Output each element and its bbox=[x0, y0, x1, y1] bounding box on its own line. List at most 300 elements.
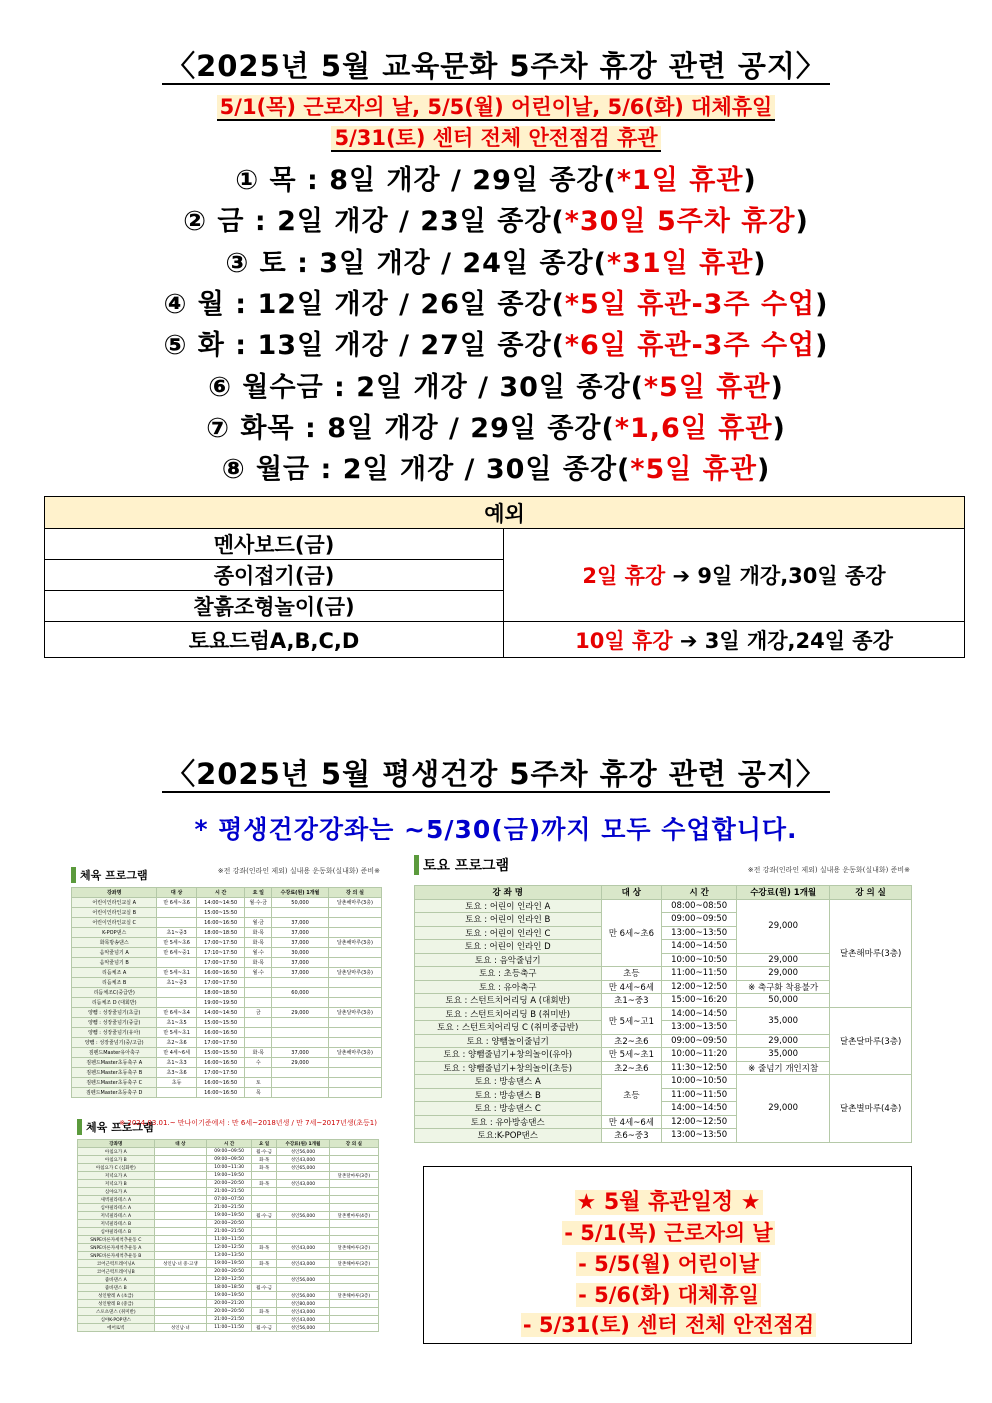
table-cell: 10:00~10:50 bbox=[662, 953, 737, 967]
table-cell bbox=[328, 948, 381, 958]
table-cell: 심야필라테스 A bbox=[78, 1204, 155, 1212]
program-title: 토요 프로그램 bbox=[414, 855, 509, 875]
table-cell: 심야필라테스 B bbox=[78, 1228, 155, 1236]
table-cell: 토요:K-POP댄스 bbox=[415, 1129, 602, 1143]
table-cell: 17:00~17:50 bbox=[196, 978, 245, 988]
table-cell bbox=[328, 928, 381, 938]
table-cell bbox=[245, 988, 272, 998]
exception-class: 멘사보드(금) bbox=[45, 529, 504, 560]
table-cell: 만 5세~초1 bbox=[157, 1028, 196, 1038]
table-row bbox=[72, 998, 382, 1008]
table-row bbox=[78, 1212, 379, 1220]
table-cell: 달촌해마루(3층) bbox=[328, 1048, 381, 1058]
table-row bbox=[72, 918, 382, 928]
schedule-line: ③ 토 : 3일 개강 / 24일 종강(*31일 휴관) bbox=[225, 247, 767, 279]
table-cell: 금 bbox=[245, 1008, 272, 1018]
table-cell: 18:00~18:50 bbox=[207, 1284, 252, 1292]
table-cell bbox=[252, 1220, 277, 1228]
table-cell: 양뺌 : 성장줄넘기(중급) bbox=[72, 1018, 157, 1028]
table-cell bbox=[154, 1212, 207, 1220]
table-cell bbox=[252, 1204, 277, 1212]
table-cell bbox=[154, 1188, 207, 1196]
table-cell bbox=[154, 1156, 207, 1164]
table-cell: 11:30~12:50 bbox=[662, 1061, 737, 1075]
table-cell: 월·수·금 bbox=[252, 1148, 277, 1156]
table-cell bbox=[328, 998, 381, 1008]
table-cell: 13:00~13:50 bbox=[662, 1129, 737, 1143]
table-cell: 아침요가 C (심화반) bbox=[78, 1164, 155, 1172]
table-cell: 저녁요가 A bbox=[78, 1172, 155, 1180]
table-cell: 19:00~19:50 bbox=[207, 1292, 252, 1300]
table-cell: 초2~초6 bbox=[601, 1034, 662, 1048]
table-cell: 만 4세~6세 bbox=[157, 1048, 196, 1058]
table-cell bbox=[272, 1018, 329, 1028]
table-cell: 13:00~13:50 bbox=[207, 1252, 252, 1260]
table-cell: 13:00~13:50 bbox=[662, 1021, 737, 1035]
column-header: 대 상 bbox=[154, 1140, 207, 1148]
table-cell: 짐펜드Master초등축구 B bbox=[72, 1068, 157, 1078]
table-cell: 성인65,000 bbox=[277, 1164, 330, 1172]
table-cell: 20:00~20:50 bbox=[207, 1268, 252, 1276]
table-cell bbox=[329, 1188, 378, 1196]
table-cell: 만 6세~초4 bbox=[157, 1008, 196, 1018]
closure-schedule-box bbox=[423, 1166, 912, 1344]
table-cell: SNPE바른자세척추운동 C bbox=[78, 1236, 155, 1244]
table-cell: 리듬체조 A bbox=[72, 968, 157, 978]
table-cell bbox=[277, 1268, 330, 1276]
table-cell: 저녁필라테스 B bbox=[78, 1220, 155, 1228]
table-cell: 성인56,000 bbox=[277, 1148, 330, 1156]
table-cell bbox=[157, 908, 196, 918]
table-cell bbox=[154, 1284, 207, 1292]
table-cell: 달촌해마루(3층) bbox=[328, 898, 381, 908]
table-row bbox=[78, 1268, 379, 1276]
table-cell: 어린이인라인교실 C bbox=[72, 918, 157, 928]
table-row bbox=[78, 1244, 379, 1252]
table-cell bbox=[329, 1204, 378, 1212]
table-cell bbox=[329, 1196, 378, 1204]
table-cell bbox=[154, 1164, 207, 1172]
table-cell bbox=[154, 1172, 207, 1180]
table-cell bbox=[154, 1180, 207, 1188]
exception-class: 종이접기(금) bbox=[45, 560, 504, 591]
table-cell: 화·목 bbox=[252, 1260, 277, 1268]
table-cell: 20:00~20:50 bbox=[207, 1308, 252, 1316]
table-cell: 37,000 bbox=[272, 928, 329, 938]
table-cell: 16:00~16:50 bbox=[196, 1088, 245, 1098]
table-cell: 토요 : 양뺌놀이줄넘기 bbox=[415, 1034, 602, 1048]
table-cell bbox=[157, 998, 196, 1008]
table-cell: 심야요가 A bbox=[78, 1188, 155, 1196]
table-cell bbox=[245, 998, 272, 1008]
table-cell: 37,000 bbox=[272, 938, 329, 948]
table-cell: 성인43,000 bbox=[277, 1308, 330, 1316]
table-cell: 성인56,000 bbox=[277, 1212, 330, 1220]
table-cell: 21:00~21:50 bbox=[207, 1188, 252, 1196]
table-cell bbox=[329, 1220, 378, 1228]
table-row bbox=[78, 1252, 379, 1260]
table-cell bbox=[252, 1172, 277, 1180]
table-cell: K-POP댄스 bbox=[72, 928, 157, 938]
table-cell bbox=[328, 1018, 381, 1028]
table-row bbox=[78, 1300, 379, 1308]
table-cell bbox=[277, 1196, 330, 1204]
table-cell: 만 6세~초6 bbox=[157, 898, 196, 908]
table-cell: 양뺌 : 성장줄넘기(초급) bbox=[72, 1008, 157, 1018]
table-cell bbox=[329, 1316, 378, 1324]
table-cell bbox=[272, 1068, 329, 1078]
table-cell: 12:00~12:50 bbox=[207, 1276, 252, 1284]
schedule-line: ② 금 : 2일 개강 / 23일 종강(*30일 5주차 휴강) bbox=[183, 206, 809, 238]
table-cell: 초2~초6 bbox=[157, 1038, 196, 1048]
program-note: ※전 강좌(인라인 제외) 실내용 운동화(실내화) 준비※ bbox=[217, 867, 380, 875]
table-cell: 리듬체조 B bbox=[72, 978, 157, 988]
table-cell: 11:00~11:50 bbox=[207, 1236, 252, 1244]
table-cell bbox=[154, 1148, 207, 1156]
table-cell bbox=[277, 1204, 330, 1212]
table-cell bbox=[328, 1038, 381, 1048]
table-cell: 목 bbox=[245, 1088, 272, 1098]
table-cell: 20:00~20:50 bbox=[207, 1180, 252, 1188]
table-cell bbox=[329, 1156, 378, 1164]
table-cell: 성인43,000 bbox=[277, 1316, 330, 1324]
table-cell bbox=[245, 1038, 272, 1048]
table-row bbox=[72, 948, 382, 958]
table-cell: 21:00~21:50 bbox=[207, 1228, 252, 1236]
table-cell: 토요 : 유아축구 bbox=[415, 980, 602, 994]
table-cell: 토요 : 어린이 인라인 B bbox=[415, 913, 602, 927]
table-cell: 화·목 bbox=[245, 928, 272, 938]
table-cell: 17:00~17:50 bbox=[196, 958, 245, 968]
table-cell: 19:00~19:50 bbox=[196, 998, 245, 1008]
table-cell bbox=[157, 988, 196, 998]
table-cell: 17:00~17:50 bbox=[196, 1068, 245, 1078]
table-cell: SNPE바른자세척추운동 B bbox=[78, 1252, 155, 1260]
table-cell: 09:00~09:50 bbox=[662, 913, 737, 927]
column-header: 수강료(원) 1개월 bbox=[277, 1140, 330, 1148]
exception-header: 예외 bbox=[45, 497, 965, 529]
table-cell: 50,000 bbox=[737, 994, 830, 1008]
table-cell: 토요 : 유아방송댄스 bbox=[415, 1115, 602, 1129]
column-header: 시 간 bbox=[196, 888, 245, 898]
table-cell bbox=[329, 1180, 378, 1188]
health-title: 〈2025년 5월 평생건강 5주차 휴강 관련 공지〉 bbox=[0, 752, 992, 793]
table-cell: 12:00~12:50 bbox=[662, 980, 737, 994]
table-cell: 토요 : 스턴트치어리딩 B (취미반) bbox=[415, 1007, 602, 1021]
table-cell: 초등 bbox=[601, 1075, 662, 1116]
table-cell bbox=[252, 1292, 277, 1300]
table-row bbox=[72, 1028, 382, 1038]
table-cell: 29,000 bbox=[737, 967, 830, 981]
column-header: 대 상 bbox=[601, 886, 662, 900]
table-cell: 21:00~21:50 bbox=[207, 1204, 252, 1212]
table-cell: 19:00~19:50 bbox=[207, 1260, 252, 1268]
table-cell bbox=[328, 978, 381, 988]
table-cell: 만 6세~초6 bbox=[601, 899, 662, 967]
table-row bbox=[72, 958, 382, 968]
table-cell: 11:00~11:50 bbox=[662, 1088, 737, 1102]
table-cell: 성인56,000 bbox=[277, 1276, 330, 1284]
table-row bbox=[72, 1048, 382, 1058]
table-row bbox=[72, 1008, 382, 1018]
table-cell: 15:00~16:20 bbox=[662, 994, 737, 1008]
table-cell: 만 4세~6세 bbox=[601, 980, 662, 994]
table-cell bbox=[252, 1196, 277, 1204]
table-cell: 14:00~14:50 bbox=[662, 1007, 737, 1021]
table-cell: 14:00~14:50 bbox=[662, 940, 737, 954]
table-row bbox=[72, 1078, 382, 1088]
table-cell: 16:00~16:50 bbox=[196, 1028, 245, 1038]
table-cell: 10:00~10:50 bbox=[662, 1075, 737, 1089]
table-row bbox=[78, 1228, 379, 1236]
table-cell bbox=[272, 1038, 329, 1048]
column-header: 강좌명 bbox=[72, 888, 157, 898]
table-cell: ※ 줄넘기 개인지참 bbox=[737, 1061, 830, 1075]
table-cell bbox=[277, 1188, 330, 1196]
table-cell bbox=[272, 998, 329, 1008]
table-cell: 달촌달마루(3층) bbox=[830, 1007, 912, 1075]
table-cell: 화·목 bbox=[245, 938, 272, 948]
table-cell: 에어로빅 bbox=[78, 1324, 155, 1332]
table-cell bbox=[277, 1236, 330, 1244]
table-row bbox=[72, 908, 382, 918]
table-cell: 월·수 bbox=[245, 948, 272, 958]
table-cell: 21:00~21:50 bbox=[207, 1316, 252, 1324]
table-cell bbox=[272, 978, 329, 988]
table-cell bbox=[157, 918, 196, 928]
table-cell bbox=[329, 1228, 378, 1236]
table-cell bbox=[154, 1276, 207, 1284]
table-cell: 성인56,000 bbox=[277, 1324, 330, 1332]
table-cell: 만 5세~고1 bbox=[601, 1007, 662, 1034]
table-cell bbox=[154, 1236, 207, 1244]
table-cell: 16:00~16:50 bbox=[196, 1078, 245, 1088]
table-cell: 19:00~19:50 bbox=[207, 1172, 252, 1180]
table-cell bbox=[329, 1284, 378, 1292]
table-cell bbox=[245, 908, 272, 918]
table-cell: 초3~초6 bbox=[157, 1068, 196, 1078]
table-cell: 초2~초6 bbox=[601, 1061, 662, 1075]
table-cell: 토요 : 양뺌줄넘기+창의놀이(초등) bbox=[415, 1061, 602, 1075]
table-cell: 어린이인라인교실 B bbox=[72, 908, 157, 918]
table-cell bbox=[329, 1268, 378, 1276]
table-cell: 29,000 bbox=[737, 953, 830, 967]
table-cell: 09:00~09:50 bbox=[207, 1148, 252, 1156]
table-cell: 초등 bbox=[601, 967, 662, 981]
table-cell bbox=[328, 958, 381, 968]
table-cell: 짐펜드Master초등축구 A bbox=[72, 1058, 157, 1068]
table-cell bbox=[328, 1078, 381, 1088]
table-cell: 초등 bbox=[157, 1078, 196, 1088]
table-cell: 14:00~14:50 bbox=[196, 1008, 245, 1018]
table-row bbox=[78, 1164, 379, 1172]
table-cell: 달촌달마루(3층) bbox=[328, 1008, 381, 1018]
table-cell: 35,000 bbox=[737, 1007, 830, 1034]
schedule-line: ④ 월 : 12일 개강 / 26일 종강(*5일 휴관-3주 수업) bbox=[163, 288, 829, 320]
schedule-line: ⑧ 월금 : 2일 개강 / 30일 종강(*5일 휴관) bbox=[221, 454, 771, 486]
table-cell bbox=[154, 1228, 207, 1236]
table-cell: 스포츠댄스 (취미반) bbox=[78, 1308, 155, 1316]
table-cell: 달촌해마루(3층) bbox=[328, 938, 381, 948]
table-cell: 짐펜드Master초등축구 C bbox=[72, 1078, 157, 1088]
table-cell: 15:00~15:50 bbox=[196, 908, 245, 918]
exception-class: 토요드럼A,B,C,D bbox=[45, 622, 504, 658]
table-cell bbox=[154, 1308, 207, 1316]
exception-note: 2일 휴강 ➔ 9일 개강,30일 종강 bbox=[504, 529, 965, 622]
exception-note: 10일 휴강 ➔ 3일 개강,24일 종강 bbox=[504, 622, 965, 658]
table-row bbox=[78, 1284, 379, 1292]
table-cell bbox=[252, 1228, 277, 1236]
closure-item: - 5/6(화) 대체휴일 bbox=[578, 1283, 759, 1307]
table-cell bbox=[272, 1088, 329, 1098]
column-header: 요 일 bbox=[245, 888, 272, 898]
table-cell bbox=[329, 1300, 378, 1308]
table-cell bbox=[277, 1284, 330, 1292]
table-row bbox=[415, 1075, 912, 1089]
table-cell: 11:00~11:50 bbox=[207, 1324, 252, 1332]
table-cell: 화·목 bbox=[252, 1244, 277, 1252]
table-cell: 08:00~08:50 bbox=[662, 899, 737, 913]
table-cell bbox=[252, 1188, 277, 1196]
table-cell bbox=[329, 1148, 378, 1156]
table-cell: 달촌별마루(4층) bbox=[830, 1075, 912, 1143]
table-cell: 화·목 bbox=[252, 1156, 277, 1164]
table-cell bbox=[252, 1316, 277, 1324]
table-row bbox=[78, 1292, 379, 1300]
table-cell: 양뺌 : 성장줄넘기(중/고급) bbox=[72, 1038, 157, 1048]
table-row bbox=[78, 1324, 379, 1332]
table-cell: 토요 : 어린이 인라인 A bbox=[415, 899, 602, 913]
table-cell: 새벽필라테스 A bbox=[78, 1196, 155, 1204]
table-cell bbox=[252, 1252, 277, 1260]
table-cell bbox=[245, 978, 272, 988]
health-note: * 평생건강강좌는 ~5/30(금)까지 모두 수업합니다. bbox=[194, 815, 798, 844]
table-cell: 리듬체조 D (대회반) bbox=[72, 998, 157, 1008]
table-row bbox=[72, 1018, 382, 1028]
table-cell bbox=[277, 1172, 330, 1180]
table-cell bbox=[329, 1324, 378, 1332]
program-note: ※전 강좌(인라인 제외) 실내용 운동화(실내화) 준비※ bbox=[747, 866, 910, 874]
table-cell: 성인43,000 bbox=[277, 1156, 330, 1164]
table-cell: 토요 : 스턴트치어리딩 A (대회반) bbox=[415, 994, 602, 1008]
table-row bbox=[72, 928, 382, 938]
schedule-line: ⑤ 화 : 13일 개강 / 27일 종강(*6일 휴관-3주 수업) bbox=[163, 330, 829, 362]
table-cell: 성인남·녀 중·고생 bbox=[154, 1260, 207, 1268]
table-cell: 코어근력트레이닝B bbox=[78, 1268, 155, 1276]
table-cell bbox=[154, 1204, 207, 1212]
column-header: 수강료(원) 1개월 bbox=[737, 886, 830, 900]
table-cell bbox=[328, 988, 381, 998]
saturday-program-table bbox=[414, 855, 912, 1143]
table-row bbox=[78, 1316, 379, 1324]
table-cell: 심야K-POP댄스 bbox=[78, 1316, 155, 1324]
table-cell: 15:00~15:50 bbox=[196, 1048, 245, 1058]
table-cell bbox=[154, 1196, 207, 1204]
table-cell: 토요 : 어린이 인라인 D bbox=[415, 940, 602, 954]
table-cell: 달촌해마루(3층) bbox=[830, 899, 912, 1007]
table-cell bbox=[252, 1268, 277, 1276]
table-cell: 15:00~15:50 bbox=[196, 1018, 245, 1028]
table-cell bbox=[329, 1164, 378, 1172]
table-cell: 토요 : 초등축구 bbox=[415, 967, 602, 981]
table-cell: 초1~중3 bbox=[601, 994, 662, 1008]
table-cell: 20:00~20:50 bbox=[207, 1220, 252, 1228]
table-cell bbox=[154, 1220, 207, 1228]
closure-item: - 5/31(토) 센터 전체 안전점검 bbox=[522, 1313, 815, 1337]
column-header: 강 의 실 bbox=[328, 888, 381, 898]
program-title: 체육 프로그램 bbox=[71, 867, 148, 883]
table-cell: 29,000 bbox=[272, 1008, 329, 1018]
table-row bbox=[78, 1260, 379, 1268]
table-cell bbox=[328, 918, 381, 928]
table-row bbox=[78, 1276, 379, 1284]
table-cell bbox=[272, 908, 329, 918]
column-header: 대 상 bbox=[157, 888, 196, 898]
table-cell: 10:00~11:20 bbox=[662, 1048, 737, 1062]
table-cell bbox=[252, 1300, 277, 1308]
table-cell: 09:00~09:50 bbox=[207, 1156, 252, 1164]
table-cell: 토 bbox=[245, 1078, 272, 1088]
table-cell: 양뺌 : 성장줄넘기(유아) bbox=[72, 1028, 157, 1038]
table-cell: 음악줄넘기 B bbox=[72, 958, 157, 968]
column-header: 강좌명 bbox=[78, 1140, 155, 1148]
exception-class: 찰흙조형놀이(금) bbox=[45, 591, 504, 622]
table-cell: 만 6세~중1 bbox=[157, 948, 196, 958]
table-cell: 10:00~11:30 bbox=[207, 1164, 252, 1172]
table-cell: 12:00~12:50 bbox=[207, 1244, 252, 1252]
table-cell bbox=[329, 1252, 378, 1260]
table-cell: 성인남·녀 bbox=[154, 1324, 207, 1332]
table-row bbox=[78, 1220, 379, 1228]
table-cell: 달촌달마루(3층) bbox=[329, 1172, 378, 1180]
table-cell: 짐펜드Master유아축구 bbox=[72, 1048, 157, 1058]
table-cell: 초1~초3 bbox=[157, 1058, 196, 1068]
table-cell bbox=[245, 1028, 272, 1038]
table-cell: 성인56,000 bbox=[277, 1292, 330, 1300]
table-cell: 화·목 bbox=[252, 1180, 277, 1188]
table-cell: 화·목 bbox=[252, 1164, 277, 1172]
column-header: 시 간 bbox=[662, 886, 737, 900]
table-row bbox=[78, 1204, 379, 1212]
table-row bbox=[415, 1007, 912, 1021]
table-cell: 18:00~18:50 bbox=[196, 988, 245, 998]
table-cell: 만 5세~초1 bbox=[601, 1048, 662, 1062]
schedule-line: ⑥ 월수금 : 2일 개강 / 30일 종강(*5일 휴관) bbox=[208, 371, 784, 403]
table-cell: 14:00~14:50 bbox=[662, 1102, 737, 1116]
schedule-line: ① 목 : 8일 개강 / 29일 종강(*1일 휴관) bbox=[235, 165, 757, 196]
table-cell bbox=[154, 1292, 207, 1300]
table-cell bbox=[245, 1068, 272, 1078]
table-cell bbox=[329, 1236, 378, 1244]
table-cell: 화·목 bbox=[252, 1308, 277, 1316]
table-cell: 수 bbox=[245, 1058, 272, 1068]
table-cell: 화·목 bbox=[245, 1048, 272, 1058]
table-cell: 성인80,000 bbox=[277, 1300, 330, 1308]
table-row bbox=[72, 1058, 382, 1068]
table-cell: 어린이인라인교실 A bbox=[72, 898, 157, 908]
table-cell: 13:00~13:50 bbox=[662, 926, 737, 940]
table-cell: 토요 : 양뺌줄넘기+창의놀이(유아) bbox=[415, 1048, 602, 1062]
table-cell: ※ 축구화 착용불가 bbox=[737, 980, 830, 994]
table-cell bbox=[154, 1300, 207, 1308]
program-note: ※ 2024.03.01.~ 만나이기준에서 : 만 6세~2018년생 / 만 7세~2017년생(초등1) bbox=[119, 1119, 377, 1127]
table-cell: 16:00~16:50 bbox=[196, 968, 245, 978]
table-cell bbox=[329, 1276, 378, 1284]
table-row bbox=[72, 938, 382, 948]
table-cell: 초1~초5 bbox=[157, 1018, 196, 1028]
table-row bbox=[78, 1188, 379, 1196]
table-cell: 월·수 bbox=[245, 968, 272, 978]
